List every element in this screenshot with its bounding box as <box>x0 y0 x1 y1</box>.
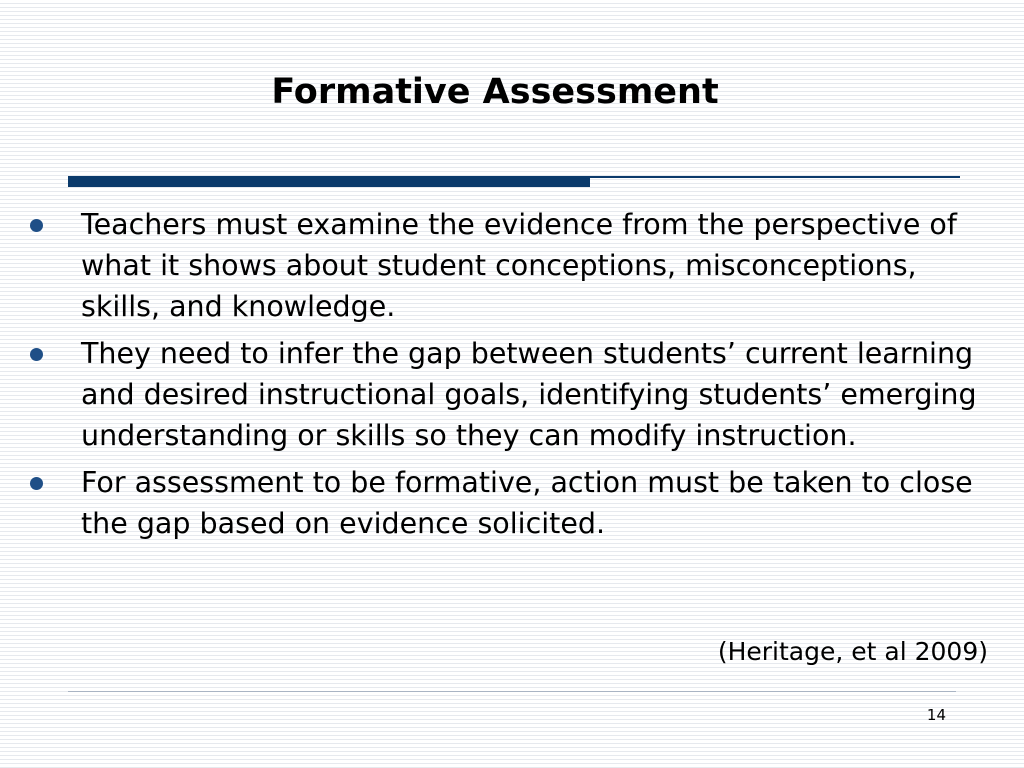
bullet-item <box>28 204 988 327</box>
citation: (Heritage, et al 2009) <box>717 637 988 666</box>
title-underline-thick <box>68 176 590 187</box>
bullet-dot-icon <box>30 477 43 490</box>
slide-title: Formative Assessment <box>271 72 719 112</box>
bullet-text: They need to infer the gap between students’ current learning and desired instructional goals, identifying students’ emerging understanding or skills so they can modify instruction. <box>81 337 977 452</box>
footer-divider <box>68 691 956 692</box>
page-number: 14 <box>926 706 946 724</box>
bullet-text: For assessment to be formative, action must be taken to close the gap based on evidence solicited. <box>81 466 973 540</box>
bullet-list <box>28 204 988 550</box>
bullet-dot-icon <box>30 348 43 361</box>
bullet-dot-icon <box>30 219 43 232</box>
bullet-item <box>28 462 988 544</box>
bullet-text: Teachers must examine the evidence from the perspective of what it shows about student conceptions, misconceptions, skills, and knowledge. <box>81 208 957 323</box>
title-underline-thin <box>590 176 960 178</box>
bullet-item <box>28 333 988 456</box>
